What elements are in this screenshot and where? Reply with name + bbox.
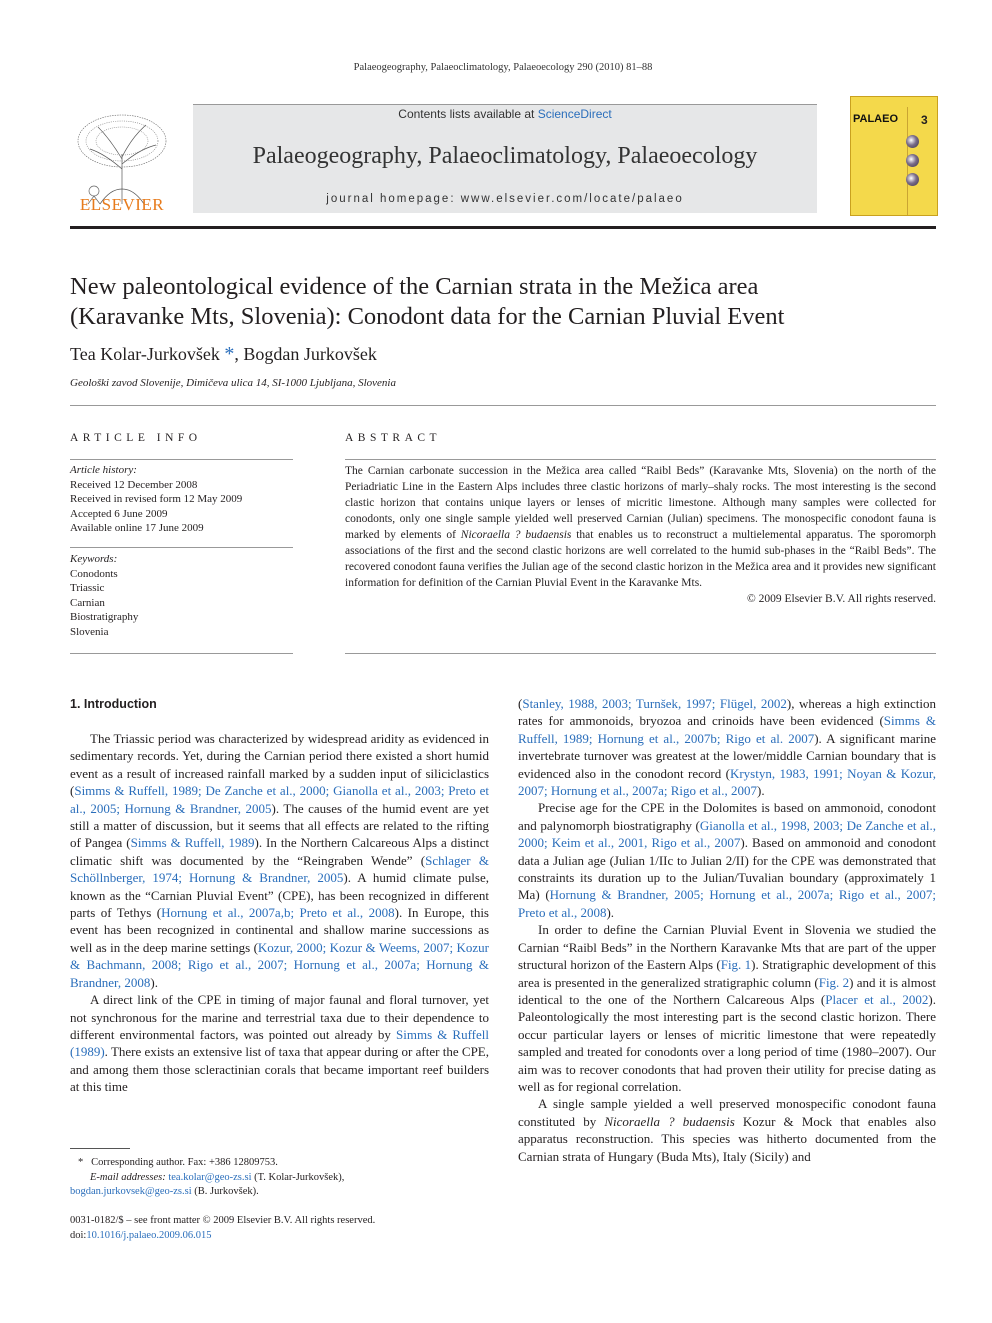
keyword: Biostratigraphy — [70, 611, 139, 623]
keyword: Carnian — [70, 596, 105, 609]
cover-number: 3 — [921, 113, 928, 127]
divider — [70, 547, 293, 548]
text-run: ( — [518, 696, 523, 711]
affiliation: Geološki zavod Slovenije, Dimičeva ulica 14, SI-1000 Ljubljana, Slovenia — [70, 377, 396, 389]
author-name: Tea Kolar-Jurkovšek — [70, 344, 225, 364]
journal-banner — [193, 104, 817, 213]
author-list — [70, 343, 377, 366]
publisher-name: ELSEVIER — [79, 195, 165, 214]
journal-cover-thumbnail — [850, 96, 938, 216]
text-run: ). Paleontologically the most interesting part is the second clastic horizon. There occur particular layers or lenses of micritic limestone that were repeatedly sampled and treated for conodonts over a long period of time (1980–2007). Our aim was to recover conodonts that had proven their utility for precise dating as well as for regional correlation. — [518, 991, 936, 1094]
section-heading-introduction: 1. Introduction — [70, 697, 157, 711]
text-run: Precise age for the CPE in the Dolomites is based on ammonoid, conodont and palynomorph biostratigraphy ( — [518, 800, 936, 833]
paragraph — [518, 799, 936, 921]
cover-title: PALAEO — [853, 113, 899, 125]
keyword: Conodonts — [70, 567, 118, 580]
text-run: Kozur & Mock that enables also apparatus reconstruction. This species was hitherto documented from the Carnian strata of Hungary (Buda Mts), Italy (Sicily) and — [518, 1113, 937, 1164]
footnotes: * Corresponding author. Fax: +386 12809753. E-mail addresses: tea.kolar@geo-zs.si (T. Kolar-Jurkovšek), bogdan.jurkovsek@geo-zs.si (B. Jurkovšek). — [70, 1157, 345, 1197]
citation-link[interactable]: Fig. 1 — [720, 957, 752, 973]
author-name: , Bogdan Jurkovšek — [234, 344, 377, 364]
text-run: ). In Europe, this event has been recognized in continental and shallow marine successions as well as in the deep marine settings ( — [70, 905, 489, 955]
corresponding-author-link[interactable]: * — [224, 343, 235, 365]
text-run: The Triassic period was characterized by widespread aridity as evidenced in sedimentary records. Yet, during the Carnian period there existed a short humid event as a result of increased rainfall marked by a sudden input of siliciclastics ( — [70, 731, 489, 799]
history-item: Received in revised form 12 May 2009 — [70, 493, 243, 505]
abstract-heading: ABSTRACT — [345, 432, 442, 444]
divider — [345, 459, 936, 460]
text-run: ). A humid climate pulse, known as the “Carnian Pluvial Event” (CPE), has been recognized in different parts of Tethys ( — [70, 870, 489, 921]
divider — [345, 653, 936, 654]
globe-icon — [906, 173, 919, 186]
article-history: Article history: Received 12 December 2008 Received in revised form 12 May 2009 Accepted 6 June 2009 Available online 17 June 2009 — [70, 463, 293, 536]
paragraph — [70, 730, 489, 991]
citation-link[interactable]: Simms & Ruffell (1989) — [70, 1026, 489, 1060]
citation-link[interactable]: Hornung & Brandner, 2005; Hornung et al., 2007a; Rigo et al., 2007; Preto et al., 2008 — [518, 887, 936, 920]
text-run: ). Based on ammonoid and conodont data a Julian age (Julian 1/IIc to Julian 2/II) for the CPE was demonstrated that constraints its duration up to the Julian/Tuvalian boundary (approximately 1 Ma) ( — [518, 835, 936, 903]
history-item: Available online 17 June 2009 — [70, 522, 204, 534]
text-run: ). In the Northern Calcareous Alps a distinct climatic shift was documented by the “Reingraben Wende” ( — [70, 835, 489, 868]
citation-link[interactable]: Stanley, 1988, 2003; Turnšek, 1997; Flügel, 2002 — [522, 696, 787, 711]
copyright: © 2009 Elsevier B.V. All rights reserved. — [747, 593, 936, 605]
contents-line: Contents lists available at ScienceDirect — [398, 107, 612, 121]
header-rule — [70, 226, 936, 229]
keyword: Slovenia — [70, 625, 109, 638]
citation-link[interactable]: Krystyn, 1983, 1991; Noyan & Kozur, 2007; Hornung et al., 2007a; Rigo et al., 2007 — [518, 765, 936, 799]
keyword: Triassic — [70, 582, 105, 594]
doi-link[interactable]: 10.1016/j.palaeo.2009.06.015 — [86, 1229, 212, 1241]
citation-link[interactable]: Schlager & Schöllnberger, 1974; Hornung & Brandner, 2005 — [70, 852, 489, 886]
text-run: ). A significant marine invertebrate turnover was greatest at the lower/middle Carnian boundary that is evidenced also in the conodont record ( — [518, 730, 936, 781]
journal-header — [70, 94, 936, 229]
history-item: Accepted 6 June 2009 — [70, 507, 168, 520]
divider — [70, 459, 293, 460]
globe-icon — [906, 154, 919, 167]
footnote-rule — [70, 1148, 130, 1149]
citation-link[interactable]: Simms & Ruffell, 1989; Hornung et al., 2007b; Rigo et al. 2007 — [518, 713, 936, 746]
divider — [70, 653, 293, 654]
citation-link[interactable]: Gianolla et al., 1998, 2003; De Zanche et al., 2000; Keim et al., 2001, Rigo et al., 2007 — [518, 817, 937, 851]
journal-citation: Palaeogeography, Palaeoclimatology, Palaeoecology 290 (2010) 81–88 — [353, 62, 653, 73]
article-title: New paleontological evidence of the Carnian strata in the Mežica area (Karavanke Mts, Slovenia): Conodont data for the Carnian Pluvial Event — [70, 273, 785, 330]
sciencedirect-link[interactable]: ScienceDirect — [537, 107, 612, 121]
paragraph — [518, 921, 936, 1095]
paragraph — [70, 991, 489, 1095]
citation-link[interactable]: Kozur, 2000; Kozur & Weems, 2007; Kozur & Bachmann, 2008; Rigo et al., 2007; Hornung et al., 2007a; Hornung & Brandner, 2008 — [70, 939, 490, 990]
text-run: ). — [150, 974, 158, 990]
paragraph — [518, 695, 936, 799]
globe-icon — [906, 135, 919, 148]
citation-link[interactable]: Simms & Ruffell, 1989 — [130, 835, 255, 851]
divider — [70, 405, 936, 406]
right-column-body — [518, 695, 936, 1165]
citation-link[interactable]: Simms & Ruffell, 1989; De Zanche et al., 2000; Gianolla et al., 2003; Preto et al., 2005; Hornung & Brandner, 2005 — [70, 783, 489, 816]
citation-link[interactable]: Placer et al., 2002 — [825, 991, 929, 1007]
text-run: ) and it is almost identical to the one of the Northern Calcareous Alps ( — [518, 974, 936, 1007]
text-run: A direct link of the CPE in timing of major faunal and floral turnover, yet not synchronous for the marine and terrestrial taxa due to their dependence to different environmental factors, was pointed out already by — [70, 992, 489, 1042]
text-run: ). — [606, 904, 615, 920]
journal-title: Palaeogeography, Palaeoclimatology, Palaeoecology — [252, 143, 758, 169]
citation-link[interactable]: Fig. 2 — [818, 974, 850, 990]
citation-link[interactable]: Hornung et al., 2007a,b; Preto et al., 2008 — [161, 905, 395, 921]
text-run: A single sample yielded a well preserved monospecific conodont fauna constituted by — [518, 1096, 936, 1129]
text-run: ). — [757, 783, 765, 799]
abstract-text: The Carnian carbonate succession in the Mežica area called “Raibl Beds” (Karavanke Mts, Slovenia) on the north of the Periadriatic Line in the Eastern Alps includes three clastic horizons of marly–shaly rocks. The most interesting is the second clastic horizon that contains unique layers or lenses of micritic limestone. Although many samples were collected for conodonts, only one single sample yielded well preserved Carnian (Julian) specimens. The monospecific conodont fauna is marked by elements of Nicoraella ? budaensis that enables us to reconstruct a multielemental apparatus. The sporomorph associations of the first and the second clastic horizons are well correlated to the humid sub-phases in the “Raibl Beds”. The recovered conodont fauna verifies the Julian age of the second clastic horizon in the Mežica area and it provides new significant information for definition of the Carnian Pluvial Event in the Karavanke Mts. © 2009 Elsevier B.V. All rights reserved. — [345, 465, 936, 605]
email-link[interactable]: bogdan.jurkovsek@geo-zs.si — [70, 1186, 192, 1197]
article-info-heading: ARTICLE INFO — [70, 432, 202, 444]
front-matter: 0031-0182/$ – see front matter © 2009 Elsevier B.V. All rights reserved. doi:10.1016/j.palaeo.2009.06.015 — [70, 1214, 489, 1243]
text-run: ), whereas a high extinction rates for ammonoids, bryozoa and crinoids have been evidenced ( — [518, 696, 936, 729]
text-run: ). The causes of the humid event are yet still a matter of discussion, but it seems that all effects are related to the rifting of Pangea ( — [70, 800, 490, 851]
text-run: In order to define the Carnian Pluvial Event in Slovenia we studied the Carnian “Raibl Beds” in the Northern Karavanke Mts that are part of the upper structural horizon of the Eastern Alps ( — [518, 922, 936, 973]
issn-line: 0031-0182/$ – see front matter © 2009 Elsevier B.V. All rights reserved. — [70, 1215, 376, 1226]
email-link[interactable]: tea.kolar@geo-zs.si — [168, 1171, 252, 1183]
paragraph — [518, 1095, 936, 1165]
keywords: Keywords: Conodonts Triassic Carnian Biostratigraphy Slovenia — [70, 552, 293, 639]
taxon-name: Nicoraella ? budaensis — [604, 1113, 735, 1129]
corresponding-author-note: Corresponding author. Fax: +386 12809753. — [91, 1157, 278, 1168]
text-run: . There exists an extensive list of taxa that appear during or after the CPE, and among them those scleractinian corals that became important reef builders at this time — [70, 1044, 489, 1095]
history-item: Received 12 December 2008 — [70, 478, 198, 491]
left-column-body — [70, 730, 489, 1096]
text-run: ). Stratigraphic development of this area is presented in the generalized stratigraphic column ( — [518, 957, 937, 990]
journal-homepage[interactable]: journal homepage: www.elsevier.com/locate/palaeo — [326, 193, 684, 205]
